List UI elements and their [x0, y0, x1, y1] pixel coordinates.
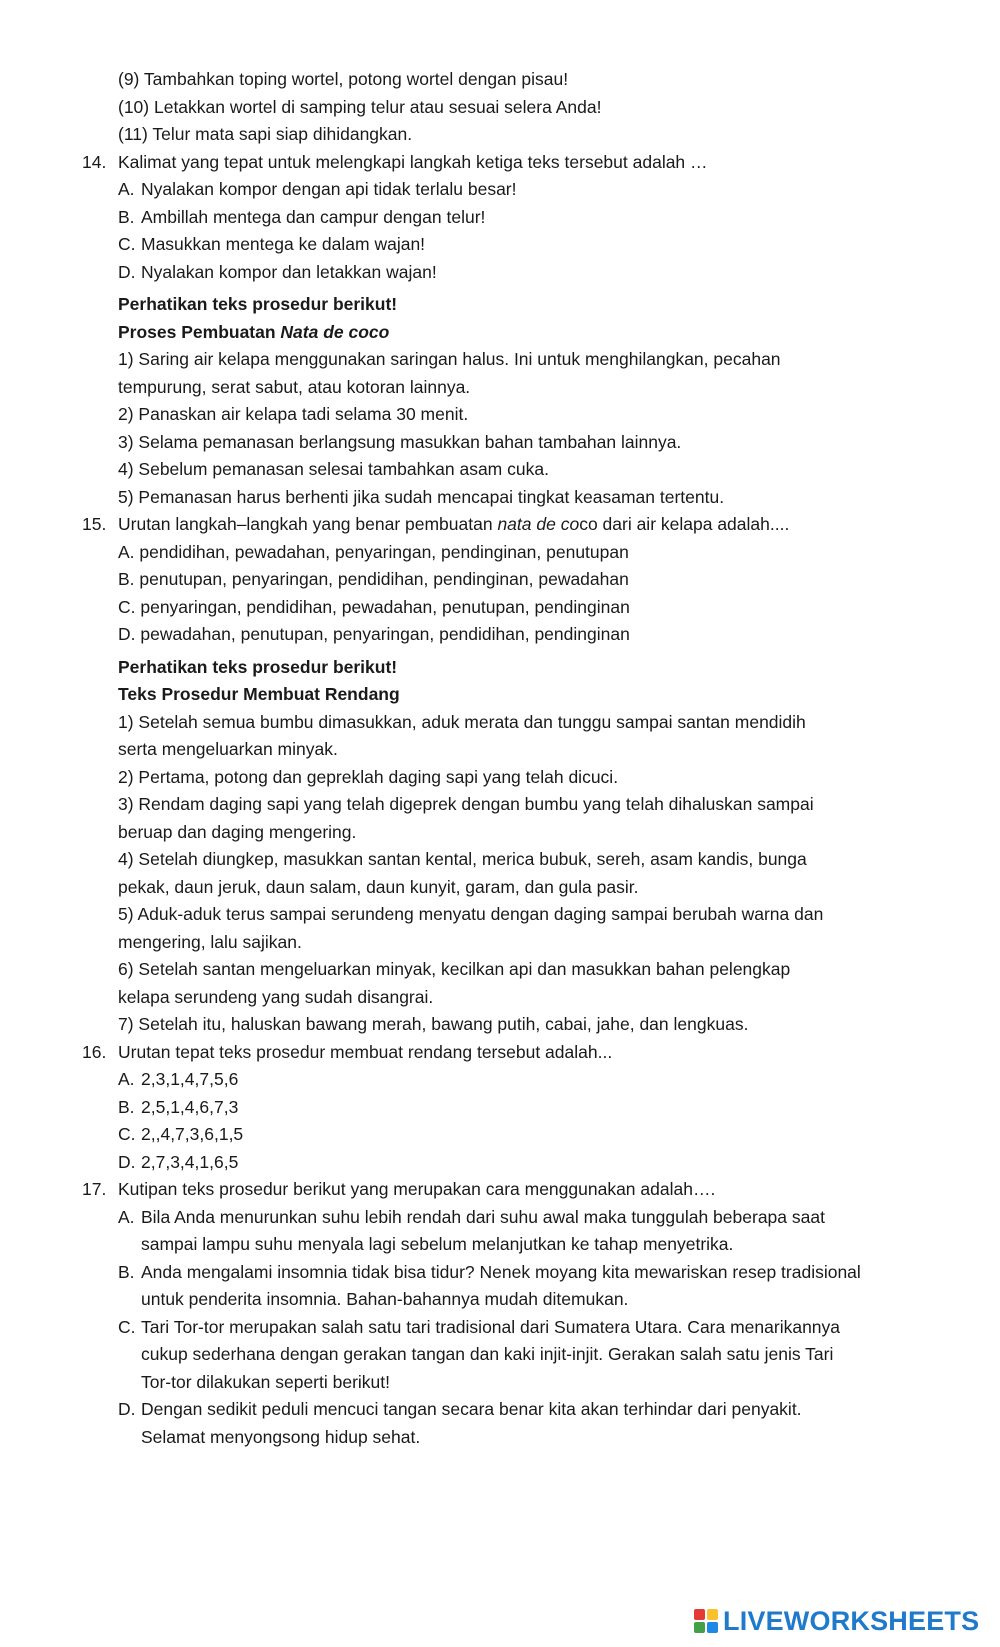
liveworksheets-logo-icon — [693, 1608, 719, 1634]
option-letter: A. — [118, 1206, 135, 1227]
option-letter: C. — [118, 1316, 136, 1337]
worksheet-page — [0, 66, 1000, 1451]
question-text-part: co dari air kelapa adalah.... — [579, 514, 790, 534]
liveworksheets-logo — [693, 1606, 979, 1636]
answer-option[interactable] — [0, 1094, 1000, 1122]
option-line — [0, 1204, 1000, 1232]
logo-square — [694, 1622, 705, 1633]
option-text: 2,3,1,4,7,5,6 — [141, 1069, 239, 1089]
question-text-part: Urutan langkah–langkah yang benar pembuatan — [118, 514, 498, 534]
option-letter: A. — [118, 1069, 135, 1089]
passage-line: 7) Setelah itu, haluskan bawang merah, bawang putih, cabai, jahe, dan lengkuas. — [118, 1014, 749, 1034]
question-17 — [0, 1176, 1000, 1204]
intro-step: (10) Letakkan wortel di samping telur atau sesuai selera Anda! — [118, 96, 602, 117]
passage-line: 1) Saring air kelapa menggunakan saringan halus. Ini untuk menghilangkan, pecahan — [118, 349, 781, 369]
option-line: sampai lampu suhu menyala lagi sebelum melanjutkan ke tahap menyetrika. — [141, 1234, 734, 1254]
option-text: 2,7,3,4,1,6,5 — [141, 1151, 239, 1172]
answer-option[interactable] — [0, 1314, 1000, 1397]
logo-square — [707, 1609, 718, 1620]
passage-line: 6) Setelah santan mengeluarkan minyak, kecilkan api dan masukkan bahan pelengkap — [118, 959, 791, 979]
option-text: Nyalakan kompor dan letakkan wajan! — [141, 261, 437, 282]
question-16 — [0, 1039, 1000, 1067]
question-number: 15. — [82, 514, 107, 534]
option-letter: D. — [118, 1399, 136, 1419]
passage-line: tempurung, serat sabut, atau kotoran lainnya. — [118, 376, 471, 397]
question-15 — [0, 511, 1000, 539]
option-line: Tor-tor dilakukan seperti berikut! — [141, 1371, 390, 1392]
answer-option[interactable] — [0, 1149, 1000, 1177]
passage-line: pekak, daun jeruk, daun salam, daun kunyit, garam, dan gula pasir. — [118, 876, 639, 897]
logo-text: LIVEWORKSHEETS — [723, 1605, 980, 1636]
passage-line: 3) Selama pemanasan berlangsung masukkan bahan tambahan lainnya. — [118, 431, 682, 452]
answer-option[interactable] — [0, 231, 1000, 259]
passage-line: 5) Pemanasan harus berhenti jika sudah mencapai tingkat keasaman tertentu. — [118, 486, 725, 507]
passage-title-prefix: Proses Pembuatan — [118, 321, 281, 342]
option-line — [0, 1259, 1000, 1287]
option-text: Bila Anda menurunkan suhu lebih rendah dari suhu awal maka tunggulah beberapa saat — [141, 1206, 825, 1227]
passage-line: beruap dan daging mengering. — [118, 821, 357, 842]
option-letter: A. — [118, 179, 135, 199]
passage-title: Teks Prosedur Membuat Rendang — [118, 684, 400, 704]
intro-step: (9) Tambahkan toping wortel, potong wortel dengan pisau! — [118, 69, 569, 89]
passage-title — [0, 319, 1000, 347]
passage-line: 2) Pertama, potong dan gepreklah daging sapi yang telah dicuci. — [118, 766, 619, 787]
passage-title-italic: Nata de coco — [280, 321, 390, 342]
question-text-italic: nata de co — [497, 514, 580, 534]
option-letter: C. — [118, 1124, 136, 1144]
answer-option[interactable] — [0, 1066, 1000, 1094]
option-line: cukup sederhana dengan gerakan tangan dan kaki injit-injit. Gerakan salah satu jenis Tari — [141, 1344, 834, 1364]
option-text: Masukkan mentega ke dalam wajan! — [141, 234, 426, 254]
option-line: untuk penderita insomnia. Bahan-bahannya mudah ditemukan. — [141, 1289, 629, 1309]
passage-line: 4) Setelah diungkep, masukkan santan kental, merica bubuk, sereh, asam kandis, bunga — [118, 849, 807, 869]
option-letter: B. — [118, 1261, 135, 1282]
option-letter: D. — [118, 1151, 136, 1172]
answer-option[interactable]: C. penyaringan, pendidihan, pewadahan, penutupan, pendinginan — [118, 596, 630, 617]
question-text — [118, 514, 789, 534]
passage-line: 1) Setelah semua bumbu dimasukkan, aduk merata dan tunggu sampai santan mendidih — [118, 711, 806, 732]
logo-square — [707, 1622, 718, 1633]
answer-option[interactable] — [0, 1204, 1000, 1259]
option-text: Ambillah mentega dan campur dengan telur! — [141, 206, 486, 227]
passage-line: 5) Aduk-aduk terus sampai serundeng menyatu dengan daging sampai berubah warna dan — [118, 904, 824, 924]
intro-step: (11) Telur mata sapi siap dihidangkan. — [118, 124, 413, 144]
answer-option[interactable]: A. pendidihan, pewadahan, penyaringan, pendinginan, penutupan — [118, 541, 629, 562]
option-text: Anda mengalami insomnia tidak bisa tidur? Nenek moyang kita mewariskan resep tradisional — [141, 1261, 861, 1282]
option-line: Selamat menyongsong hidup sehat. — [141, 1426, 421, 1447]
answer-option[interactable] — [0, 176, 1000, 204]
passage-line: mengering, lalu sajikan. — [118, 931, 302, 952]
option-letter: B. — [118, 206, 135, 227]
passage-line: 3) Rendam daging sapi yang telah digeprek dengan bumbu yang telah dihaluskan sampai — [118, 794, 814, 814]
answer-option[interactable]: B. penutupan, penyaringan, pendidihan, pendinginan, pewadahan — [118, 569, 629, 589]
passage-instruction: Perhatikan teks prosedur berikut! — [118, 656, 398, 677]
option-line — [0, 1396, 1000, 1424]
question-14 — [0, 149, 1000, 177]
passage-line: 2) Panaskan air kelapa tadi selama 30 menit. — [118, 404, 469, 424]
logo-square — [694, 1609, 705, 1620]
question-text: Kutipan teks prosedur berikut yang merupakan cara menggunakan adalah…. — [118, 1179, 716, 1199]
answer-option[interactable] — [0, 1396, 1000, 1451]
option-text: 2,,4,7,3,6,1,5 — [141, 1124, 244, 1144]
option-text: Tari Tor-tor merupakan salah satu tari tradisional dari Sumatera Utara. Cara menarikannya — [141, 1316, 841, 1337]
answer-option[interactable]: D. pewadahan, penutupan, penyaringan, pendidihan, pendinginan — [118, 624, 630, 644]
option-letter: D. — [118, 261, 136, 282]
passage-line: 4) Sebelum pemanasan selesai tambahkan asam cuka. — [118, 459, 549, 479]
question-text: Kalimat yang tepat untuk melengkapi langkah ketiga teks tersebut adalah … — [118, 151, 708, 172]
passage-line: kelapa serundeng yang sudah disangrai. — [118, 986, 434, 1007]
question-number: 17. — [82, 1179, 107, 1199]
option-line — [0, 1314, 1000, 1342]
question-number: 16. — [82, 1041, 107, 1062]
option-text: Dengan sedikit peduli mencuci tangan secara benar kita akan terhindar dari penyakit. — [141, 1399, 802, 1419]
passage-instruction: Perhatikan teks prosedur berikut! — [118, 294, 398, 314]
option-text: Nyalakan kompor dengan api tidak terlalu besar! — [141, 179, 517, 199]
question-number: 14. — [82, 151, 107, 172]
answer-option[interactable] — [0, 1259, 1000, 1314]
passage-line: serta mengeluarkan minyak. — [118, 739, 338, 759]
question-text: Urutan tepat teks prosedur membuat rendang tersebut adalah... — [118, 1041, 613, 1062]
answer-option[interactable] — [0, 1121, 1000, 1149]
option-letter: C. — [118, 234, 136, 254]
option-letter: B. — [118, 1096, 135, 1117]
answer-option[interactable] — [0, 204, 1000, 232]
answer-option[interactable] — [0, 259, 1000, 287]
option-text: 2,5,1,4,6,7,3 — [141, 1096, 239, 1117]
